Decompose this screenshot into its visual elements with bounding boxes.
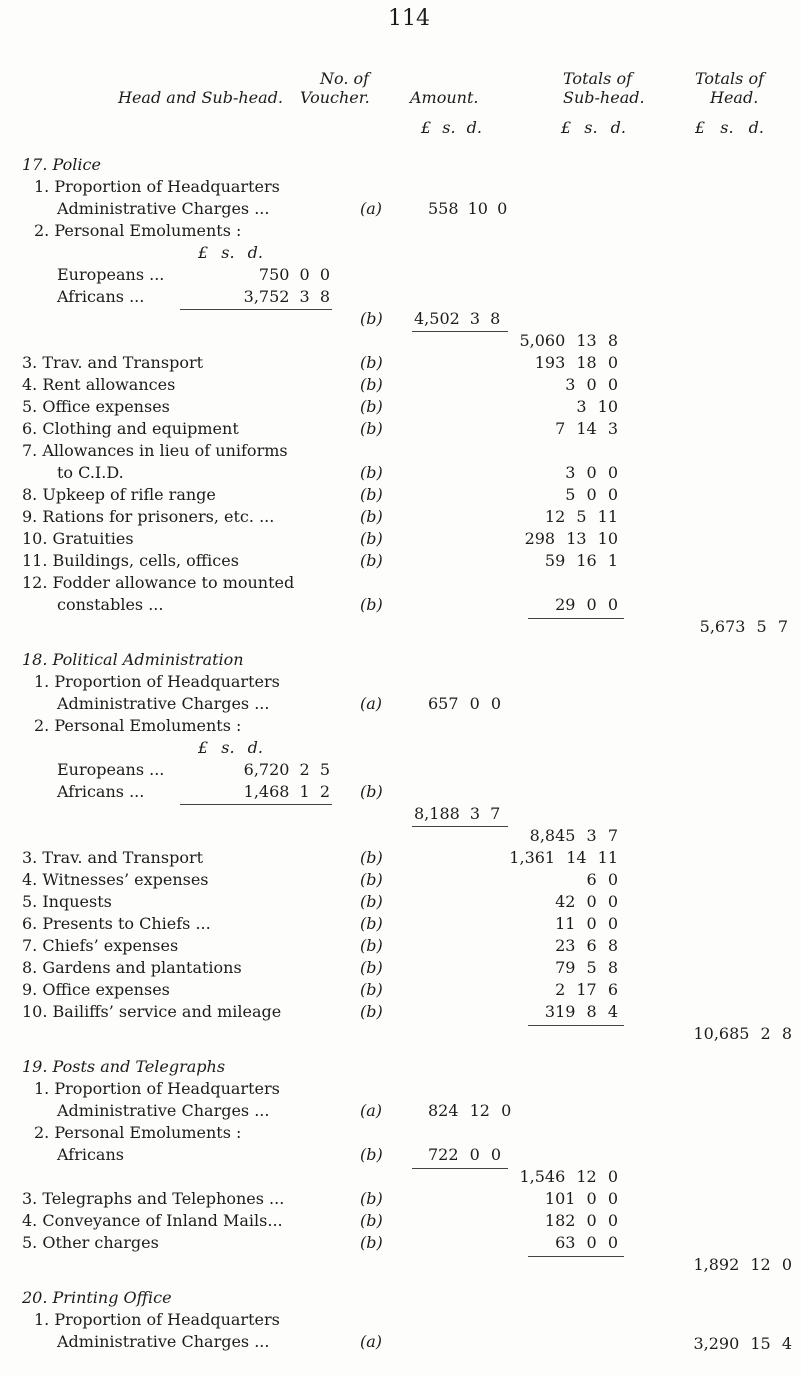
subhead-value: 63 0 0 [555, 1233, 618, 1252]
line-item: 4. Witnesses’ expenses [22, 870, 209, 889]
line-item: constables ... [57, 595, 164, 614]
subhead-value: 3 0 0 [565, 375, 618, 394]
line-item: 7. Chiefs’ expenses [22, 936, 179, 955]
voucher-ref: (b) [360, 958, 383, 977]
units-amount: £ s. d. [421, 118, 482, 137]
line-item: 11. Buildings, cells, offices [22, 551, 239, 570]
section-title-political-administration: 18. Political Administration [22, 650, 244, 669]
col-head-no-of: No. of [320, 69, 370, 88]
line-item: 8. Gardens and plantations [22, 958, 242, 977]
voucher-ref: (b) [360, 1189, 383, 1208]
voucher-ref: (b) [360, 892, 383, 911]
voucher-ref: (b) [360, 463, 383, 482]
voucher-ref: (b) [360, 1145, 383, 1164]
line-item: 2. Personal Emoluments : [34, 716, 242, 735]
subhead-value: 5,060 13 8 [519, 331, 618, 350]
line-item: 1. Proportion of Headquarters [34, 1310, 280, 1329]
line-item: to C.I.D. [57, 463, 124, 482]
section-title-police: 17. Police [22, 155, 101, 174]
line-item: 9. Office expenses [22, 980, 170, 999]
voucher-ref: (b) [360, 848, 383, 867]
subhead-value: 79 5 8 [555, 958, 618, 977]
amount-rule [412, 826, 508, 827]
line-item: 10. Bailiffs’ service and mileage [22, 1002, 282, 1021]
line-item: 8. Upkeep of rifle range [22, 485, 216, 504]
line-item: 10. Gratuities [22, 529, 134, 548]
line-item: 7. Allowances in lieu of uniforms [22, 441, 288, 460]
line-item: 3. Telegraphs and Telephones ... [22, 1189, 285, 1208]
page-number: 114 [388, 6, 430, 31]
head-total: 3,290 15 4 [693, 1334, 792, 1353]
subhead-value: 8,845 3 7 [529, 826, 618, 845]
line-item: 2. Personal Emoluments : [34, 1123, 242, 1142]
subhead-value: 7 14 3 [555, 419, 618, 438]
subhead-value: 1,546 12 0 [519, 1167, 618, 1186]
line-item: 9. Rations for prisoners, etc. ... [22, 507, 275, 526]
africans-label: Africans [57, 1145, 124, 1164]
subhead-value: 101 0 0 [544, 1189, 618, 1208]
line-item: 4. Rent allowances [22, 375, 176, 394]
amount-value: 824 12 0 [428, 1101, 512, 1120]
europeans-label: Europeans ... [57, 265, 165, 284]
line-item: 6. Presents to Chiefs ... [22, 914, 211, 933]
line-item: 5. Other charges [22, 1233, 159, 1252]
subhead-value: 2 17 6 [555, 980, 618, 999]
line-item: 1. Proportion of Headquarters [34, 177, 280, 196]
subhead-value: 1,361 14 11 [509, 848, 618, 867]
amount-value: 657 0 0 [428, 694, 502, 713]
voucher-ref: (b) [360, 485, 383, 504]
voucher-ref: (a) [360, 694, 383, 713]
line-item: 5. Office expenses [22, 397, 170, 416]
units-head: £ s. d. [695, 118, 764, 137]
voucher-ref: (b) [360, 782, 383, 801]
subhead-value: 42 0 0 [555, 892, 618, 911]
emoluments-units: £ s. d. [198, 243, 263, 262]
line-item: Administrative Charges ... [57, 1101, 270, 1120]
subhead-value: 3 0 0 [565, 463, 618, 482]
voucher-ref: (b) [360, 595, 383, 614]
voucher-ref: (b) [360, 1002, 383, 1021]
section-title-posts-and-telegraphs: 19. Posts and Telegraphs [22, 1057, 226, 1076]
europeans-value: 6,720 2 5 [243, 760, 330, 779]
voucher-ref: (b) [360, 353, 383, 372]
amount-value: 4,502 3 8 [414, 309, 501, 328]
africans-label: Africans ... [57, 287, 145, 306]
voucher-ref: (a) [360, 1332, 383, 1351]
emoluments-units: £ s. d. [198, 738, 263, 757]
amount-value: 558 10 0 [428, 199, 508, 218]
line-item: 12. Fodder allowance to mounted [22, 573, 295, 592]
voucher-ref: (b) [360, 419, 383, 438]
head-total: 10,685 2 8 [693, 1024, 792, 1043]
amount-value: 8,188 3 7 [414, 804, 501, 823]
africans-label: Africans ... [57, 782, 145, 801]
line-item: 5. Inquests [22, 892, 112, 911]
subhead-value: 193 18 0 [534, 353, 618, 372]
col-head-amount: Amount. [410, 88, 479, 107]
col-head-voucher: Voucher. [300, 88, 370, 107]
line-item: 1. Proportion of Headquarters [34, 1079, 280, 1098]
subhead-value: 11 0 0 [555, 914, 618, 933]
europeans-label: Europeans ... [57, 760, 165, 779]
line-item: Administrative Charges ... [57, 694, 270, 713]
section-title-printing-office: 20. Printing Office [22, 1288, 172, 1307]
subhead-value: 59 16 1 [544, 551, 618, 570]
line-item: 3. Trav. and Transport [22, 353, 204, 372]
line-item: Administrative Charges ... [57, 1332, 270, 1351]
voucher-ref: (b) [360, 980, 383, 999]
subhead-value: 3 10 [576, 397, 618, 416]
subhead-value: 5 0 0 [565, 485, 618, 504]
subhead-rule [528, 1256, 624, 1257]
europeans-value: 750 0 0 [258, 265, 330, 284]
voucher-ref: (b) [360, 397, 383, 416]
line-item: Administrative Charges ... [57, 199, 270, 218]
voucher-ref: (b) [360, 936, 383, 955]
col-head-head-and-subhead: Head and Sub-head. [118, 88, 284, 107]
amount-rule [412, 331, 508, 332]
subhead-value: 23 6 8 [555, 936, 618, 955]
head-total: 1,892 12 0 [693, 1255, 792, 1274]
voucher-ref: (b) [360, 529, 383, 548]
voucher-ref: (b) [360, 1233, 383, 1252]
subhead-rule [528, 618, 624, 619]
line-item: 1. Proportion of Headquarters [34, 672, 280, 691]
africans-value: 1,468 1 2 [243, 782, 330, 801]
voucher-ref: (b) [360, 551, 383, 570]
line-item: 3. Trav. and Transport [22, 848, 204, 867]
voucher-ref: (b) [360, 914, 383, 933]
units-subhead: £ s. d. [561, 118, 626, 137]
africans-value: 3,752 3 8 [243, 287, 330, 306]
subhead-value: 29 0 0 [555, 595, 618, 614]
line-item: 6. Clothing and equipment [22, 419, 239, 438]
col-head-totals-of-subhead: Totals of [563, 69, 632, 88]
voucher-ref: (a) [360, 199, 383, 218]
subtotal-rule [180, 309, 332, 310]
subhead-value: 6 0 [586, 870, 618, 889]
voucher-ref: (b) [360, 507, 383, 526]
subhead-value: 12 5 11 [544, 507, 618, 526]
subhead-value: 182 0 0 [544, 1211, 618, 1230]
voucher-ref: (b) [360, 309, 383, 328]
subtotal-rule [180, 804, 332, 805]
voucher-ref: (b) [360, 870, 383, 889]
voucher-ref: (b) [360, 375, 383, 394]
voucher-ref: (a) [360, 1101, 383, 1120]
subhead-value: 298 13 10 [524, 529, 618, 548]
amount-value: 722 0 0 [428, 1145, 502, 1164]
voucher-ref: (b) [360, 1211, 383, 1230]
col-head-subhead: Sub-head. [563, 88, 645, 107]
col-head-totals-of-head: Totals of [695, 69, 764, 88]
line-item: 2. Personal Emoluments : [34, 221, 242, 240]
amount-rule [412, 1168, 508, 1169]
subhead-value: 319 8 4 [544, 1002, 618, 1021]
line-item: 4. Conveyance of Inland Mails... [22, 1211, 283, 1230]
col-head-head: Head. [710, 88, 759, 107]
subhead-rule [528, 1025, 624, 1026]
head-total: 5,673 5 7 [699, 617, 788, 636]
